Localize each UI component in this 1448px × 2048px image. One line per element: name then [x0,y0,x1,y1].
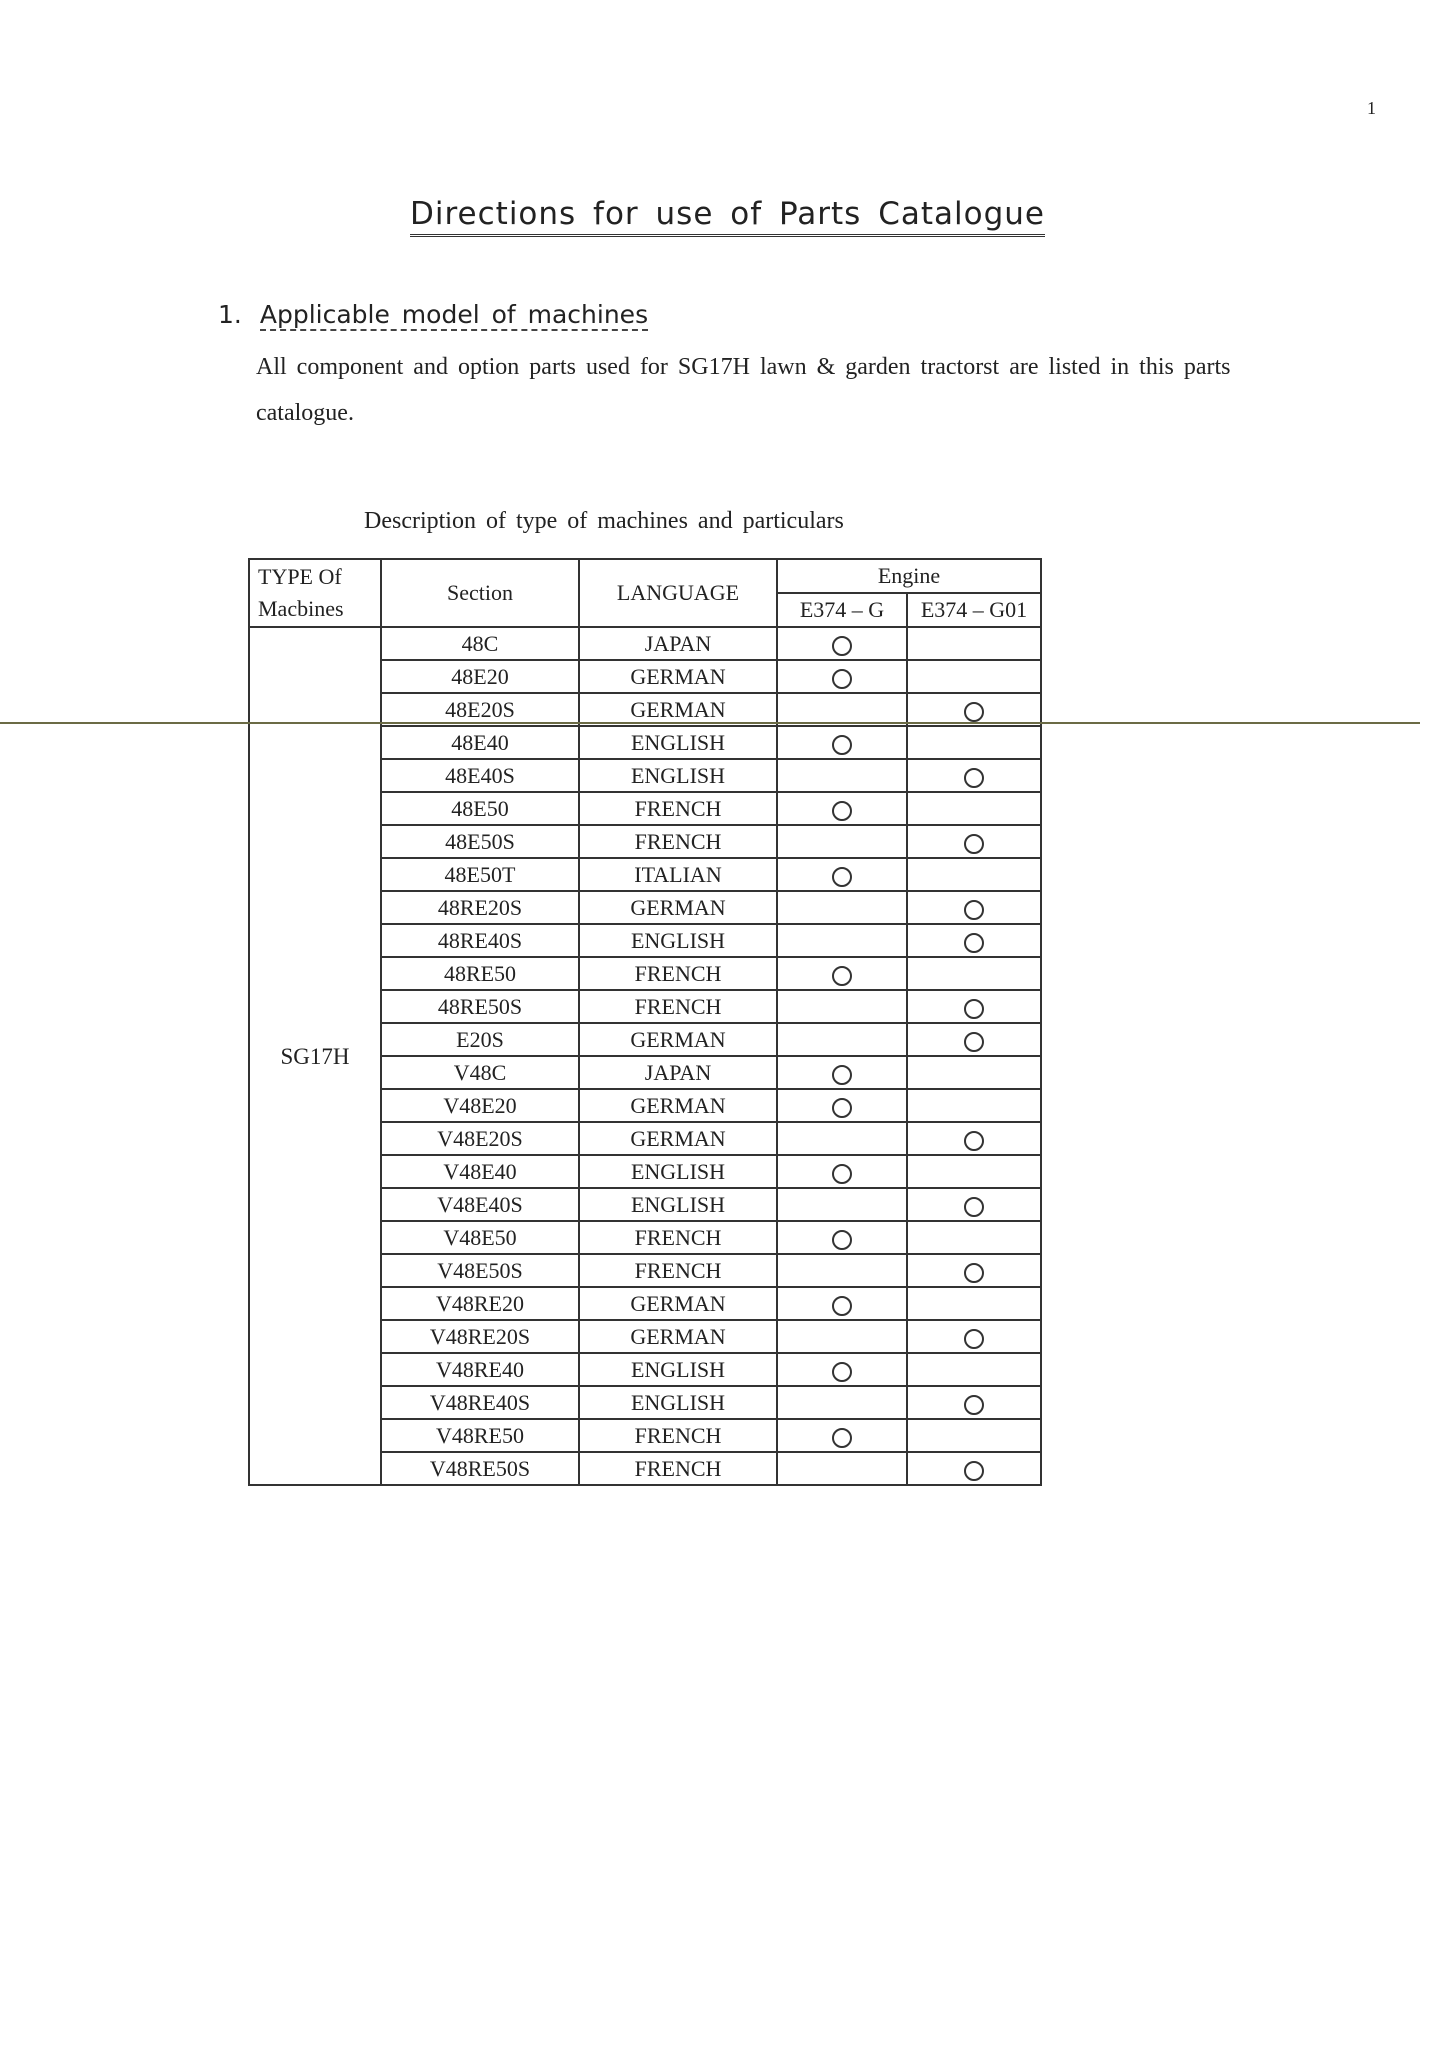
section-cell: 48E20 [381,660,579,693]
engine-e374-g-cell [777,891,907,924]
language-cell: FRENCH [579,1254,777,1287]
engine-e374-g01-cell [907,924,1041,957]
engine-e374-g-cell [777,825,907,858]
applicable-circle-icon [832,966,852,986]
language-cell: GERMAN [579,693,777,726]
engine-e374-g-cell [777,1023,907,1056]
language-cell: FRENCH [579,825,777,858]
language-cell: ENGLISH [579,1353,777,1386]
section-cell: 48E40S [381,759,579,792]
engine-e374-g01-cell [907,1353,1041,1386]
engine-e374-g-cell [777,759,907,792]
engine-e374-g-cell [777,1122,907,1155]
scan-fold-line [0,722,1420,724]
language-cell: FRENCH [579,990,777,1023]
section-heading [218,300,648,329]
header-type: TYPE Of Macbines [249,559,381,627]
engine-e374-g01-cell [907,957,1041,990]
language-cell: GERMAN [579,1122,777,1155]
section-heading-text: Applicable model of machines [259,300,649,329]
section-cell: 48E50S [381,825,579,858]
language-cell: ENGLISH [579,1188,777,1221]
section-cell: 48RE20S [381,891,579,924]
language-cell: GERMAN [579,1320,777,1353]
engine-e374-g-cell [777,1254,907,1287]
engine-e374-g01-cell [907,825,1041,858]
language-cell: ENGLISH [579,1155,777,1188]
section-cell: V48RE20 [381,1287,579,1320]
section-cell: V48E40S [381,1188,579,1221]
engine-e374-g-cell [777,1287,907,1320]
engine-e374-g-cell [777,660,907,693]
applicable-circle-icon [832,1296,852,1316]
engine-e374-g01-cell [907,990,1041,1023]
language-cell: ENGLISH [579,759,777,792]
engine-e374-g-cell [777,1221,907,1254]
parts-table [248,558,1042,1486]
applicable-circle-icon [964,1197,984,1217]
engine-e374-g01-cell [907,627,1041,660]
engine-e374-g-cell [777,1155,907,1188]
applicable-circle-icon [964,1461,984,1481]
language-cell: ENGLISH [579,726,777,759]
applicable-circle-icon [964,1032,984,1052]
language-cell: GERMAN [579,1023,777,1056]
engine-e374-g01-cell [907,1254,1041,1287]
engine-e374-g01-cell [907,1452,1041,1485]
header-section: Section [381,559,579,627]
applicable-circle-icon [832,636,852,656]
language-cell: ITALIAN [579,858,777,891]
applicable-circle-icon [964,933,984,953]
engine-e374-g-cell [777,1353,907,1386]
engine-e374-g-cell [777,1452,907,1485]
applicable-circle-icon [964,702,984,722]
section-cell: V48E20S [381,1122,579,1155]
section-cell: V48E20 [381,1089,579,1122]
language-cell: FRENCH [579,1452,777,1485]
section-cell: 48C [381,627,579,660]
section-cell: V48E40 [381,1155,579,1188]
applicable-circle-icon [832,801,852,821]
applicable-circle-icon [832,669,852,689]
section-number: 1. [218,300,242,329]
engine-e374-g-cell [777,726,907,759]
engine-e374-g01-cell [907,1089,1041,1122]
language-cell: JAPAN [579,1056,777,1089]
section-cell: V48RE40S [381,1386,579,1419]
language-cell: GERMAN [579,660,777,693]
section-cell: V48RE20S [381,1320,579,1353]
applicable-circle-icon [964,834,984,854]
engine-e374-g-cell [777,990,907,1023]
engine-e374-g01-cell [907,1320,1041,1353]
section-cell: E20S [381,1023,579,1056]
section-cell: V48RE50S [381,1452,579,1485]
language-cell: GERMAN [579,1089,777,1122]
section-cell: V48RE50 [381,1419,579,1452]
applicable-circle-icon [832,1098,852,1118]
engine-e374-g01-cell [907,891,1041,924]
language-cell: JAPAN [579,627,777,660]
engine-e374-g-cell [777,924,907,957]
engine-e374-g01-cell [907,1155,1041,1188]
engine-e374-g-cell [777,957,907,990]
engine-e374-g-cell [777,1089,907,1122]
header-engine-e374-g01: E374 – G01 [907,593,1041,627]
applicable-circle-icon [832,1428,852,1448]
intro-paragraph: All component and option parts used for SG17H lawn & garden tractorst are listed in this parts catalogue. [256,354,1231,426]
applicable-circle-icon [964,768,984,788]
engine-e374-g-cell [777,1419,907,1452]
section-cell: 48RE40S [381,924,579,957]
engine-e374-g-cell [777,1188,907,1221]
engine-e374-g01-cell [907,1287,1041,1320]
table-row [249,627,1041,660]
engine-e374-g-cell [777,792,907,825]
language-cell: GERMAN [579,891,777,924]
section-cell: V48RE40 [381,1353,579,1386]
engine-e374-g01-cell [907,1056,1041,1089]
section-cell: V48E50 [381,1221,579,1254]
engine-e374-g01-cell [907,1122,1041,1155]
section-cell: 48E40 [381,726,579,759]
header-language: LANGUAGE [579,559,777,627]
engine-e374-g-cell [777,1056,907,1089]
applicable-circle-icon [832,1065,852,1085]
applicable-circle-icon [832,867,852,887]
engine-e374-g-cell [777,627,907,660]
engine-e374-g01-cell [907,759,1041,792]
language-cell: FRENCH [579,957,777,990]
engine-e374-g01-cell [907,1221,1041,1254]
engine-e374-g01-cell [907,660,1041,693]
applicable-circle-icon [832,1230,852,1250]
engine-e374-g-cell [777,858,907,891]
engine-e374-g-cell [777,1320,907,1353]
language-cell: FRENCH [579,1221,777,1254]
applicable-circle-icon [832,1164,852,1184]
section-cell: 48RE50 [381,957,579,990]
language-cell: FRENCH [579,1419,777,1452]
engine-e374-g01-cell [907,726,1041,759]
applicable-circle-icon [964,1395,984,1415]
language-cell: GERMAN [579,1287,777,1320]
section-cell: V48C [381,1056,579,1089]
engine-e374-g01-cell [907,792,1041,825]
engine-e374-g01-cell [907,1023,1041,1056]
machine-type-cell: SG17H [249,627,381,1485]
section-cell: 48E50 [381,792,579,825]
section-cell: 48RE50S [381,990,579,1023]
applicable-circle-icon [832,1362,852,1382]
table-caption: Description of type of machines and particulars [364,508,844,534]
header-engine: Engine [777,559,1041,593]
header-engine-e374-g: E374 – G [777,593,907,627]
section-cell: 48E50T [381,858,579,891]
applicable-circle-icon [964,1329,984,1349]
section-cell: V48E50S [381,1254,579,1287]
engine-e374-g-cell [777,1386,907,1419]
applicable-circle-icon [964,1131,984,1151]
section-cell: 48E20S [381,693,579,726]
applicable-circle-icon [964,900,984,920]
page-number: 1 [1367,98,1376,118]
applicable-circle-icon [964,999,984,1019]
engine-e374-g01-cell [907,858,1041,891]
table-body [249,627,1041,1485]
engine-e374-g01-cell [907,1188,1041,1221]
language-cell: ENGLISH [579,1386,777,1419]
language-cell: FRENCH [579,792,777,825]
applicable-circle-icon [832,735,852,755]
engine-e374-g01-cell [907,1419,1041,1452]
engine-e374-g01-cell [907,1386,1041,1419]
language-cell: ENGLISH [579,924,777,957]
page-title: Directions for use of Parts Catalogue [410,196,1045,237]
applicable-circle-icon [964,1263,984,1283]
